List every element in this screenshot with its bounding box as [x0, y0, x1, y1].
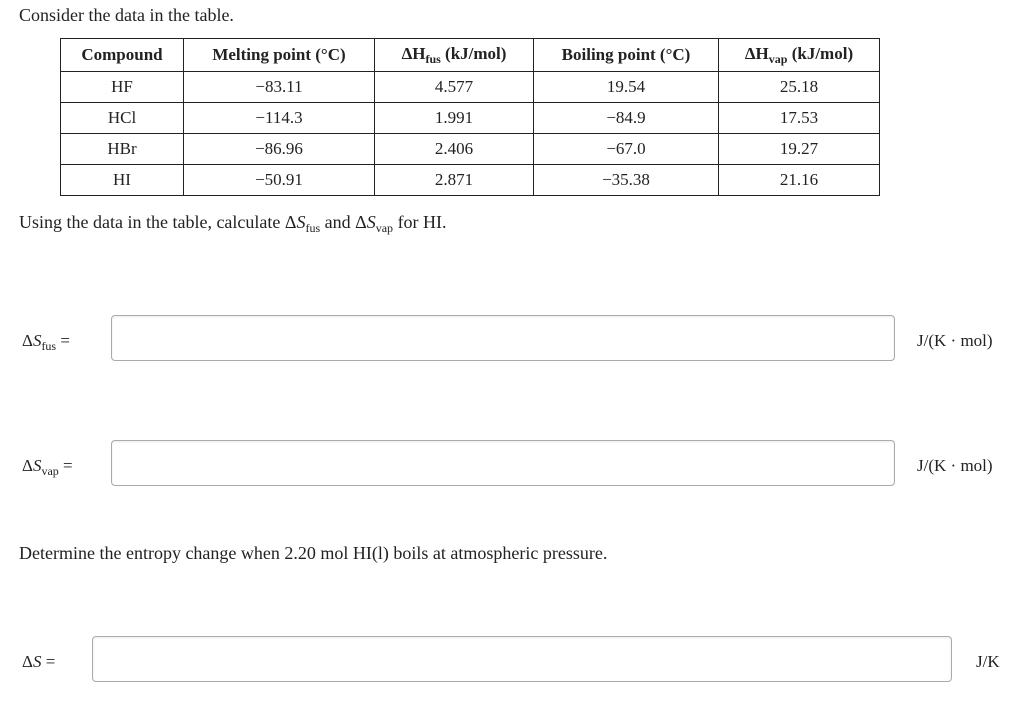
cell-dh-vap: 21.16: [719, 165, 880, 196]
s-fus-unit: J/(K · mol): [917, 331, 993, 350]
header-dh-fus-sub: fus: [425, 51, 441, 66]
cell-compound: HI: [61, 165, 184, 196]
q1-var-2: S: [366, 212, 376, 232]
cell-dh-vap: 25.18: [719, 72, 880, 103]
cell-dh-fus: 2.871: [375, 165, 534, 196]
header-boiling-point: Boiling point (°C): [534, 39, 719, 72]
table-row: [61, 72, 880, 103]
s-fus-label-delta: Δ: [22, 331, 33, 350]
s-total-label-delta: Δ: [22, 652, 33, 671]
s-fus-input[interactable]: [111, 315, 895, 361]
cell-melting-point: −114.3: [184, 103, 375, 134]
cell-dh-vap: 19.27: [719, 134, 880, 165]
q1-sub-1: fus: [305, 221, 321, 235]
cell-dh-fus: 1.991: [375, 103, 534, 134]
table-row: [61, 103, 880, 134]
s-fus-label-eq: =: [56, 331, 70, 350]
cell-boiling-point: −84.9: [534, 103, 719, 134]
cell-dh-fus: 2.406: [375, 134, 534, 165]
header-compound: Compound: [61, 39, 184, 72]
q1-delta-2: Δ: [355, 212, 367, 232]
q1-delta-1: Δ: [284, 212, 297, 232]
table-row: [61, 134, 880, 165]
s-total-label-eq: =: [41, 652, 56, 671]
header-dh-vap-sub: vap: [768, 51, 788, 66]
cell-compound: HF: [61, 72, 184, 103]
data-table: [60, 38, 880, 196]
header-dh-vap: [719, 39, 880, 72]
s-vap-label-delta: Δ: [22, 456, 33, 475]
table-header-row: [61, 39, 880, 72]
q1-text-c: for HI.: [393, 212, 447, 232]
header-dh-fus: [375, 39, 534, 72]
s-vap-label: [22, 455, 73, 482]
question-2-text: Determine the entropy change when 2.20 mol HI(l) boils at atmospheric pressure.: [19, 543, 608, 563]
cell-melting-point: −83.11: [184, 72, 375, 103]
s-total-unit: J/K: [976, 652, 1000, 671]
q1-text-a: Using the data in the table, calculate: [19, 212, 285, 232]
q1-sub-2: vap: [375, 221, 394, 235]
s-fus-label-var: S: [32, 331, 42, 350]
s-total-label-var: S: [32, 652, 42, 671]
s-vap-label-eq: =: [58, 456, 73, 475]
header-dh-fus-prefix: ΔH: [401, 43, 426, 63]
s-total-input[interactable]: [92, 636, 952, 682]
question-1-text: [19, 210, 447, 240]
s-vap-input[interactable]: [111, 440, 895, 486]
s-total-label: [22, 651, 55, 673]
header-melting-point: Melting point (°C): [184, 39, 375, 72]
cell-dh-fus: 4.577: [375, 72, 534, 103]
s-vap-label-sub: vap: [41, 464, 59, 478]
q1-var-1: S: [296, 212, 306, 232]
cell-boiling-point: −35.38: [534, 165, 719, 196]
header-dh-vap-suffix: (kJ/mol): [787, 43, 854, 63]
cell-melting-point: −50.91: [184, 165, 375, 196]
header-dh-vap-prefix: ΔH: [744, 43, 769, 63]
s-fus-label: [22, 330, 70, 357]
header-dh-fus-suffix: (kJ/mol): [440, 43, 507, 63]
s-vap-label-var: S: [32, 456, 42, 475]
cell-melting-point: −86.96: [184, 134, 375, 165]
cell-boiling-point: −67.0: [534, 134, 719, 165]
cell-dh-vap: 17.53: [719, 103, 880, 134]
cell-compound: HCl: [61, 103, 184, 134]
q1-text-b: and: [320, 212, 356, 232]
s-vap-unit: J/(K · mol): [917, 456, 993, 475]
cell-boiling-point: 19.54: [534, 72, 719, 103]
table-row: [61, 165, 880, 196]
cell-compound: HBr: [61, 134, 184, 165]
s-fus-label-sub: fus: [41, 339, 57, 353]
intro-text: Consider the data in the table.: [19, 5, 234, 25]
